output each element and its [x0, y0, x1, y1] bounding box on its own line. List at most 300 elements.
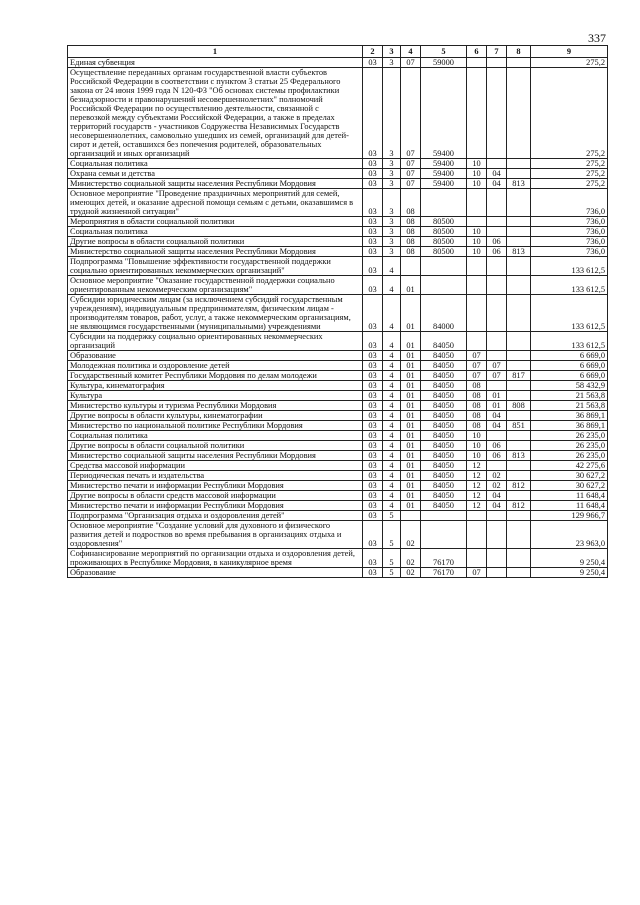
page-number: 337: [588, 31, 606, 45]
code-cell: 03: [363, 361, 383, 371]
table-row: [68, 332, 608, 351]
code-cell: 808: [507, 401, 531, 411]
code-cell: [507, 511, 531, 521]
row-name: Осуществление переданных органам государственной власти субъектов Российской Федерации в соответствии с пунктом 3 статьи 25 Федерального закона от 24 июня 1999 года N 120-ФЗ "Об основах системы профилактики безнадзорности и правонарушений несовершеннолетних" полномочий Российской Федерации по осуществлению деятельности, связанной с перевозкой между субъектами Российской Федерации, а также в пределах территорий государств - участников Содружества Независимых Государств несовершеннолетних, самовольно ушедших из семей, организаций для детей-сирот и детей, оставшихся без попечения родителей, образовательных организаций и иных организаций: [68, 68, 363, 159]
table-row: [68, 481, 608, 491]
row-name: Охрана семьи и детства: [68, 169, 363, 179]
code-cell: 3: [383, 169, 401, 179]
table-row: [68, 411, 608, 421]
code-cell: 59400: [421, 179, 467, 189]
code-cell: [487, 351, 507, 361]
code-cell: [507, 159, 531, 169]
code-cell: 4: [383, 501, 401, 511]
code-cell: 03: [363, 58, 383, 68]
code-cell: 02: [487, 471, 507, 481]
header-cell: 2: [363, 46, 383, 58]
code-cell: 01: [401, 295, 421, 332]
code-cell: [487, 295, 507, 332]
row-name: Министерство печати и информации Республики Мордовия: [68, 481, 363, 491]
amount-cell: 26 235,0: [531, 441, 608, 451]
code-cell: 01: [401, 332, 421, 351]
table-row: [68, 159, 608, 169]
code-cell: 3: [383, 68, 401, 159]
table-row: [68, 257, 608, 276]
code-cell: 03: [363, 461, 383, 471]
code-cell: 04: [487, 169, 507, 179]
code-cell: 4: [383, 391, 401, 401]
amount-cell: 23 963,0: [531, 521, 608, 549]
code-cell: 03: [363, 441, 383, 451]
amount-cell: 275,2: [531, 58, 608, 68]
code-cell: [487, 189, 507, 217]
code-cell: 03: [363, 351, 383, 361]
code-cell: [421, 521, 467, 549]
code-cell: 03: [363, 169, 383, 179]
row-name: Субсидии юридическим лицам (за исключением субсидий государственным учреждениям), индивидуальным предпринимателям, физическим лицам - производителям товаров, работ, услуг, а также некоммерческим организациям, не являющимся государственными (муниципальными) учреждениями: [68, 295, 363, 332]
code-cell: 4: [383, 451, 401, 461]
code-cell: 12: [467, 471, 487, 481]
row-name: Мероприятия в области социальной политики: [68, 217, 363, 227]
code-cell: [507, 441, 531, 451]
code-cell: 02: [487, 481, 507, 491]
code-cell: 4: [383, 471, 401, 481]
code-cell: 813: [507, 179, 531, 189]
code-cell: 03: [363, 481, 383, 491]
code-cell: 10: [467, 451, 487, 461]
code-cell: 4: [383, 361, 401, 371]
amount-cell: 9 250,4: [531, 568, 608, 578]
amount-cell: 30 627,2: [531, 471, 608, 481]
amount-cell: 736,0: [531, 217, 608, 227]
code-cell: 5: [383, 521, 401, 549]
row-name: Культура, кинематография: [68, 381, 363, 391]
code-cell: 03: [363, 276, 383, 295]
code-cell: [467, 58, 487, 68]
code-cell: 84050: [421, 481, 467, 491]
code-cell: 03: [363, 237, 383, 247]
code-cell: 03: [363, 371, 383, 381]
code-cell: 817: [507, 371, 531, 381]
code-cell: 10: [467, 227, 487, 237]
table-row: [68, 511, 608, 521]
code-cell: 01: [401, 381, 421, 391]
code-cell: 04: [487, 491, 507, 501]
table-row: [68, 421, 608, 431]
amount-cell: 275,2: [531, 179, 608, 189]
code-cell: 01: [401, 351, 421, 361]
code-cell: [507, 295, 531, 332]
row-name: Субсидии на поддержку социально ориентированных некоммерческих организаций: [68, 332, 363, 351]
code-cell: 80500: [421, 227, 467, 237]
table-row: [68, 217, 608, 227]
row-name: Образование: [68, 351, 363, 361]
code-cell: 10: [467, 179, 487, 189]
code-cell: [467, 276, 487, 295]
code-cell: 76170: [421, 568, 467, 578]
amount-cell: 36 869,1: [531, 411, 608, 421]
code-cell: 07: [487, 361, 507, 371]
code-cell: 4: [383, 371, 401, 381]
header-cell: 1: [68, 46, 363, 58]
code-cell: 84050: [421, 501, 467, 511]
header-cell: 5: [421, 46, 467, 58]
table-row: [68, 461, 608, 471]
amount-cell: 275,2: [531, 169, 608, 179]
code-cell: 4: [383, 295, 401, 332]
code-cell: 08: [467, 411, 487, 421]
code-cell: 84050: [421, 411, 467, 421]
code-cell: [507, 276, 531, 295]
amount-cell: 42 275,6: [531, 461, 608, 471]
row-name: Периодическая печать и издательства: [68, 471, 363, 481]
code-cell: 03: [363, 501, 383, 511]
code-cell: 813: [507, 247, 531, 257]
amount-cell: 133 612,5: [531, 332, 608, 351]
amount-cell: 129 966,7: [531, 511, 608, 521]
code-cell: 84050: [421, 391, 467, 401]
code-cell: 07: [401, 68, 421, 159]
table-row: [68, 501, 608, 511]
amount-cell: 11 648,4: [531, 491, 608, 501]
table-row: [68, 521, 608, 549]
code-cell: 01: [487, 391, 507, 401]
code-cell: 01: [401, 276, 421, 295]
code-cell: 07: [467, 361, 487, 371]
code-cell: 812: [507, 481, 531, 491]
row-name: Социальная политика: [68, 431, 363, 441]
amount-cell: 26 235,0: [531, 451, 608, 461]
amount-cell: 133 612,5: [531, 257, 608, 276]
code-cell: 84050: [421, 361, 467, 371]
code-cell: 5: [383, 568, 401, 578]
row-name: Социальная политика: [68, 227, 363, 237]
table-row: [68, 169, 608, 179]
table-row: [68, 431, 608, 441]
code-cell: 3: [383, 159, 401, 169]
code-cell: 07: [401, 169, 421, 179]
code-cell: [467, 295, 487, 332]
code-cell: 01: [401, 391, 421, 401]
code-cell: [487, 549, 507, 568]
code-cell: 03: [363, 247, 383, 257]
row-name: Основное мероприятие "Оказание государственной поддержки социально ориентированным некоммерческим организациям": [68, 276, 363, 295]
code-cell: 03: [363, 421, 383, 431]
code-cell: 03: [363, 295, 383, 332]
code-cell: 01: [487, 401, 507, 411]
code-cell: [507, 521, 531, 549]
table-row: [68, 189, 608, 217]
code-cell: [487, 461, 507, 471]
table-row: [68, 351, 608, 361]
code-cell: [421, 189, 467, 217]
code-cell: 4: [383, 351, 401, 361]
code-cell: 03: [363, 401, 383, 411]
code-cell: 84050: [421, 491, 467, 501]
code-cell: 08: [401, 217, 421, 227]
code-cell: 08: [467, 421, 487, 431]
code-cell: 03: [363, 511, 383, 521]
table-row: [68, 227, 608, 237]
code-cell: 01: [401, 371, 421, 381]
table-header-row: [68, 46, 608, 58]
code-cell: 01: [401, 481, 421, 491]
code-cell: 4: [383, 411, 401, 421]
code-cell: 08: [401, 189, 421, 217]
code-cell: [507, 431, 531, 441]
code-cell: 84050: [421, 351, 467, 361]
table-row: [68, 276, 608, 295]
row-name: Другие вопросы в области культуры, кинематографии: [68, 411, 363, 421]
row-name: Культура: [68, 391, 363, 401]
code-cell: 07: [467, 568, 487, 578]
amount-cell: 21 563,8: [531, 391, 608, 401]
code-cell: 01: [401, 491, 421, 501]
row-name: Министерство культуры и туризма Республики Мордовия: [68, 401, 363, 411]
code-cell: 03: [363, 521, 383, 549]
code-cell: 02: [401, 568, 421, 578]
code-cell: [507, 217, 531, 227]
code-cell: 01: [401, 421, 421, 431]
code-cell: 59000: [421, 58, 467, 68]
table-row: [68, 568, 608, 578]
code-cell: 06: [487, 247, 507, 257]
code-cell: 10: [467, 431, 487, 441]
code-cell: [507, 471, 531, 481]
code-cell: 08: [467, 381, 487, 391]
code-cell: 03: [363, 471, 383, 481]
row-name: Единая субвенция: [68, 58, 363, 68]
code-cell: 03: [363, 491, 383, 501]
code-cell: 12: [467, 461, 487, 471]
code-cell: 06: [487, 451, 507, 461]
code-cell: 84000: [421, 295, 467, 332]
table-row: [68, 391, 608, 401]
code-cell: 03: [363, 217, 383, 227]
code-cell: 06: [487, 237, 507, 247]
code-cell: 12: [467, 491, 487, 501]
code-cell: 4: [383, 332, 401, 351]
table-row: [68, 381, 608, 391]
code-cell: 08: [401, 237, 421, 247]
header-cell: 4: [401, 46, 421, 58]
code-cell: 08: [467, 391, 487, 401]
table-row: [68, 491, 608, 501]
amount-cell: 58 432,9: [531, 381, 608, 391]
code-cell: 4: [383, 421, 401, 431]
code-cell: 03: [363, 179, 383, 189]
code-cell: [467, 511, 487, 521]
code-cell: [467, 189, 487, 217]
code-cell: 01: [401, 361, 421, 371]
amount-cell: 36 869,1: [531, 421, 608, 431]
code-cell: [507, 381, 531, 391]
amount-cell: 26 235,0: [531, 431, 608, 441]
code-cell: 03: [363, 227, 383, 237]
amount-cell: 736,0: [531, 189, 608, 217]
code-cell: [401, 511, 421, 521]
table-row: [68, 68, 608, 159]
amount-cell: 6 669,0: [531, 351, 608, 361]
code-cell: [421, 276, 467, 295]
amount-cell: 11 648,4: [531, 501, 608, 511]
code-cell: 07: [467, 351, 487, 361]
code-cell: [401, 257, 421, 276]
row-name: Социальная политика: [68, 159, 363, 169]
code-cell: 01: [401, 401, 421, 411]
code-cell: [507, 361, 531, 371]
code-cell: 03: [363, 549, 383, 568]
code-cell: 5: [383, 549, 401, 568]
code-cell: 01: [401, 501, 421, 511]
table-row: [68, 471, 608, 481]
code-cell: 84050: [421, 461, 467, 471]
code-cell: [507, 257, 531, 276]
code-cell: 84050: [421, 431, 467, 441]
code-cell: 84050: [421, 401, 467, 411]
row-name: Средства массовой информации: [68, 461, 363, 471]
row-name: Подпрограмма "Организация отдыха и оздоровления детей": [68, 511, 363, 521]
code-cell: 84050: [421, 381, 467, 391]
code-cell: 59400: [421, 169, 467, 179]
code-cell: 84050: [421, 421, 467, 431]
code-cell: 06: [487, 441, 507, 451]
code-cell: 01: [401, 441, 421, 451]
code-cell: [487, 58, 507, 68]
code-cell: 4: [383, 276, 401, 295]
code-cell: 03: [363, 68, 383, 159]
code-cell: 08: [467, 401, 487, 411]
table-row: [68, 441, 608, 451]
code-cell: 10: [467, 237, 487, 247]
code-cell: 10: [467, 441, 487, 451]
row-name: Другие вопросы в области социальной политики: [68, 237, 363, 247]
code-cell: [487, 568, 507, 578]
code-cell: 03: [363, 257, 383, 276]
code-cell: 07: [401, 159, 421, 169]
code-cell: [487, 227, 507, 237]
table-row: [68, 247, 608, 257]
row-name: Министерство социальной защиты населения Республики Мордовия: [68, 451, 363, 461]
code-cell: 07: [487, 371, 507, 381]
code-cell: [487, 521, 507, 549]
code-cell: 03: [363, 451, 383, 461]
code-cell: 813: [507, 451, 531, 461]
code-cell: [487, 159, 507, 169]
code-cell: [487, 257, 507, 276]
code-cell: 80500: [421, 217, 467, 227]
code-cell: [507, 189, 531, 217]
table-row: [68, 371, 608, 381]
code-cell: 04: [487, 501, 507, 511]
amount-cell: 30 627,2: [531, 481, 608, 491]
row-name: Министерство печати и информации Республики Мордовия: [68, 501, 363, 511]
code-cell: 4: [383, 461, 401, 471]
code-cell: 03: [363, 411, 383, 421]
code-cell: [507, 351, 531, 361]
code-cell: [467, 549, 487, 568]
code-cell: [507, 491, 531, 501]
amount-cell: 9 250,4: [531, 549, 608, 568]
table-row: [68, 549, 608, 568]
code-cell: 07: [401, 58, 421, 68]
code-cell: 59400: [421, 68, 467, 159]
code-cell: [487, 68, 507, 159]
code-cell: 03: [363, 381, 383, 391]
code-cell: [487, 217, 507, 227]
header-cell: 7: [487, 46, 507, 58]
code-cell: 03: [363, 159, 383, 169]
table-row: [68, 401, 608, 411]
code-cell: 4: [383, 401, 401, 411]
row-name: Министерство социальной защиты населения Республики Мордовия: [68, 247, 363, 257]
code-cell: [467, 521, 487, 549]
code-cell: 03: [363, 431, 383, 441]
amount-cell: 21 563,8: [531, 401, 608, 411]
amount-cell: 6 669,0: [531, 371, 608, 381]
row-name: Министерство по национальной политике Республики Мордовия: [68, 421, 363, 431]
code-cell: 4: [383, 257, 401, 276]
code-cell: 851: [507, 421, 531, 431]
code-cell: [487, 511, 507, 521]
row-name: Другие вопросы в области социальной политики: [68, 441, 363, 451]
code-cell: 01: [401, 471, 421, 481]
code-cell: [507, 568, 531, 578]
table-row: [68, 295, 608, 332]
code-cell: 84050: [421, 441, 467, 451]
code-cell: 02: [401, 549, 421, 568]
code-cell: 07: [401, 179, 421, 189]
code-cell: [507, 332, 531, 351]
code-cell: [507, 411, 531, 421]
code-cell: [507, 227, 531, 237]
code-cell: 08: [401, 227, 421, 237]
code-cell: 80500: [421, 237, 467, 247]
row-name: Министерство социальной защиты населения Республики Мордовия: [68, 179, 363, 189]
code-cell: 3: [383, 237, 401, 247]
code-cell: 10: [467, 159, 487, 169]
amount-cell: 133 612,5: [531, 295, 608, 332]
code-cell: 03: [363, 189, 383, 217]
code-cell: 01: [401, 431, 421, 441]
code-cell: [507, 237, 531, 247]
code-cell: 3: [383, 189, 401, 217]
code-cell: [467, 257, 487, 276]
row-name: Образование: [68, 568, 363, 578]
table-row: [68, 58, 608, 68]
table-row: [68, 451, 608, 461]
table-row: [68, 179, 608, 189]
amount-cell: 736,0: [531, 247, 608, 257]
code-cell: 01: [401, 411, 421, 421]
row-name: Молодежная политика и оздоровление детей: [68, 361, 363, 371]
code-cell: [507, 68, 531, 159]
code-cell: 3: [383, 179, 401, 189]
code-cell: [467, 217, 487, 227]
code-cell: [487, 276, 507, 295]
row-name: Основное мероприятие "Проведение праздничных мероприятий для семей, имеющих детей, и оказание адресной помощи семьям с детьми, оказавшимся в трудной жизненной ситуации": [68, 189, 363, 217]
code-cell: 03: [363, 332, 383, 351]
amount-cell: 133 612,5: [531, 276, 608, 295]
code-cell: [507, 461, 531, 471]
code-cell: [487, 332, 507, 351]
row-name: Другие вопросы в области средств массовой информации: [68, 491, 363, 501]
code-cell: 5: [383, 511, 401, 521]
amount-cell: 736,0: [531, 227, 608, 237]
header-cell: 8: [507, 46, 531, 58]
code-cell: 03: [363, 568, 383, 578]
code-cell: 04: [487, 421, 507, 431]
code-cell: 10: [467, 247, 487, 257]
